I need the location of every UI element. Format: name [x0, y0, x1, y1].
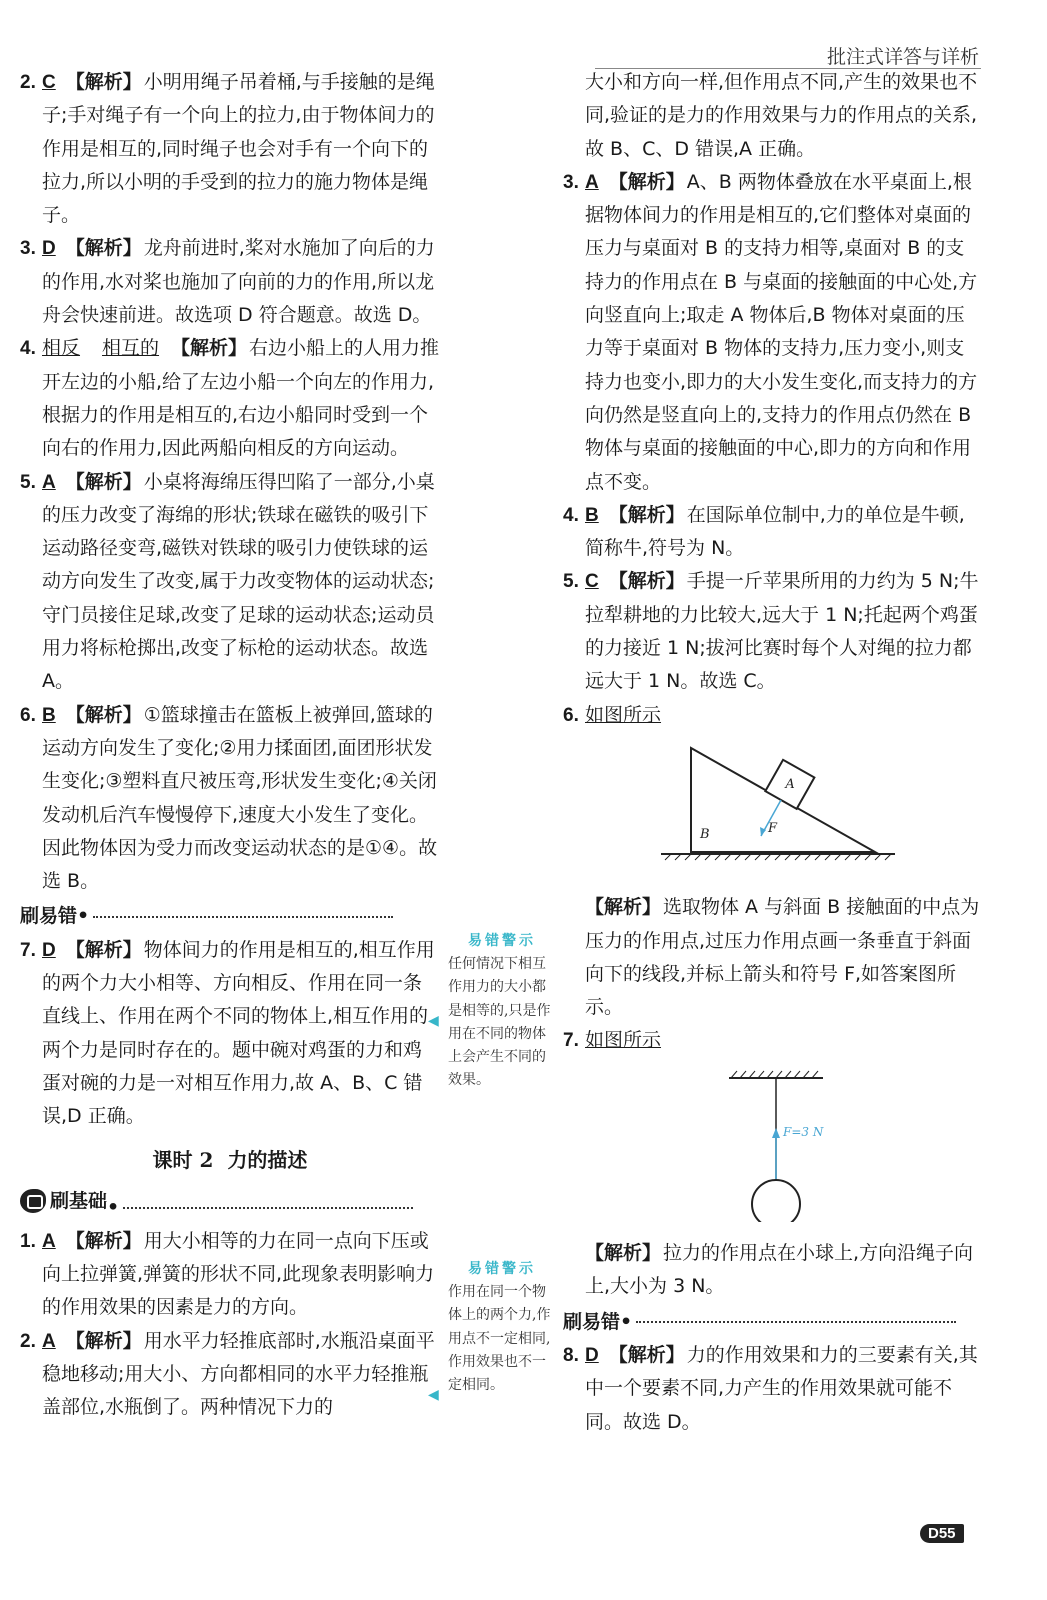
analysis-tag: 【解析】 [608, 503, 685, 526]
section-basic-label: 刷基础 [50, 1189, 108, 1212]
pendulum-diagram [563, 1062, 983, 1222]
analysis-tag: 【解析】 [608, 570, 685, 593]
section-error-heading-right [563, 1306, 983, 1339]
item-number: 7. [20, 939, 36, 961]
section-error-label: 刷易错 [563, 1310, 621, 1333]
item-text: 用水平力轻推底部时,水瓶沿桌面平稳地移动;用大小、方向都相同的水平力轻推瓶盖部位,水瓶倒了。两种情况下力的 [42, 1329, 435, 1419]
continued-text: 大小和方向一样,但作用点不同,产生的效果也不同,验证的是力的作用效果与力的作用点的关系,故 B、C、D 错误,A 正确。 [585, 71, 978, 160]
item-text: 手提一斤苹果所用的力约为 5 N;牛拉犁耕地的力比较大,远大于 1 N;托起两个鸡蛋的力接近 1 N;拔河比赛时每个人对绳的拉力都远大于 1 N。故选 C。 [585, 570, 979, 693]
item-answer: C [585, 571, 599, 593]
item-number: 4. [20, 338, 36, 360]
item-text: 选取物体 A 与斜面 B 接触面的中点为压力的作用点,过压力作用点画一条垂直于斜面向下的线段,并标上箭头和符号 F,如答案图所示。 [585, 896, 980, 1019]
ball [752, 1180, 800, 1222]
item-text: 拉力的作用点在小球上,方向沿绳子向上,大小为 3 N。 [585, 1242, 974, 1298]
item-number: 4. [563, 504, 579, 526]
left-column [20, 66, 440, 1425]
item-number: 3. [563, 171, 579, 193]
item-text: 用大小相等的力在同一点向下压或向上拉弹簧,弹簧的形状不同,此现象表明影响力的作用效果的因素是力的方向。 [42, 1229, 435, 1319]
item-text: 在国际单位制中,力的单位是牛顿,简称牛,符号为 N。 [585, 503, 965, 560]
analysis-tag: 【解析】 [65, 71, 142, 93]
item-number: 2. [20, 1330, 36, 1352]
item-number: 6. [563, 704, 579, 726]
item-text: 物体间力的作用是相互的,相互作用的两个力大小相等、方向相反、作用在同一条直线上、作用在两个不同的物体上,相互作用的两个力是同时存在的。题中碗对鸡蛋的力和鸡蛋对碗的力是一对相互作用力,故 A、B、C 错误,D 正确。 [42, 938, 435, 1128]
analysis-tag: 【解析】 [65, 1329, 142, 1352]
answer-item-5 [20, 466, 440, 699]
dotted-rule [123, 1207, 413, 1209]
incline-figure [563, 736, 983, 887]
side-note-title: 易错警示 [468, 933, 536, 949]
page-header-title: 批注式详答与详析 [826, 46, 979, 68]
item-answer: A [585, 171, 599, 193]
item-answer-b: 相互的 [102, 337, 160, 360]
analysis-tag: 【解析】 [171, 337, 248, 360]
item-number: 7. [563, 1030, 579, 1052]
item-number: 3. [20, 238, 36, 260]
pointer-arrow-icon: ◀ [428, 1387, 439, 1403]
item-answer: 如图所示 [585, 703, 662, 726]
label-b: B [700, 826, 710, 842]
analysis-tag: 【解析】 [65, 237, 142, 260]
item-number: 1. [20, 1230, 36, 1252]
answer-item-4 [20, 332, 440, 465]
item-text: 力的作用效果和力的三要素有关,其中一个要素不同,力产生的作用效果就可能不同。故选 D。 [585, 1343, 978, 1433]
incline-diagram [563, 736, 983, 876]
lesson-title: 力的描述 [227, 1147, 308, 1172]
analysis-tag: 【解析】 [65, 938, 142, 961]
item-text: 右边小船上的人用力推开左边的小船,给了左边小船一个向左的作用力,根据力的作用是相互的,右边小船同时受到一个向右的作用力,因此两船向相反的方向运动。 [42, 337, 440, 460]
item-answer: D [42, 939, 56, 961]
item7-analysis [563, 1237, 983, 1304]
section-error-marker: • [77, 905, 90, 928]
item-text: ①篮球撞击在篮板上被弹回,篮球的运动方向发生了变化;②用力揉面团,面团形状发生变化;③塑料直尺被压弯,形状发生变化;④关闭发动机后汽车慢慢停下,速度大小发生了变化。因此物体因为受力而改变运动状态的是①④。故选 B。 [42, 703, 438, 893]
lesson-heading [20, 1144, 440, 1177]
dotted-rule [93, 916, 393, 918]
section-basic-badge [20, 1185, 107, 1218]
force-arrowhead-icon [772, 1128, 780, 1138]
block-a [765, 760, 814, 809]
section-error-marker: • [620, 1310, 633, 1333]
analysis-tag: 【解析】 [585, 896, 662, 919]
item-answer: A [42, 471, 56, 493]
item-text: 小明用绳子吊着桶,与手接触的是绳子;手对绳子有一个向上的拉力,由于物体间力的作用是相互的,同时绳子也会对手有一个向下的拉力,所以小明的手受到的拉力的施力物体是绳子。 [42, 71, 435, 227]
label-f: F [768, 820, 778, 836]
dotted-rule [636, 1321, 956, 1323]
item-text: 小桌将海绵压得凹陷了一部分,小桌的压力改变了海绵的形状;铁球在磁铁的吸引下运动路径变弯,磁铁对铁球的吸引力使铁球的运动方向发生了改变,属于力改变物体的运动状态;守门员接住足球,改变了足球的运动状态;运动员用力将标枪掷出,改变了标枪的运动状态。故选 A。 [42, 470, 435, 693]
side-note-text: 任何情况下相互作用力的大小都是相等的,只是作用在不同的物体上会产生不同的效果。 [448, 956, 551, 1089]
item-text: 龙舟前进时,桨对水施加了向后的力的作用,水对桨也施加了向前的力的作用,所以龙舟会快速前进。故选项 D 符合题意。故选 D。 [42, 237, 435, 327]
item-number: 6. [20, 704, 36, 726]
analysis-tag: 【解析】 [65, 703, 142, 726]
item-answer: C [42, 72, 56, 93]
item-answer: A [42, 1330, 56, 1352]
item-answer: B [585, 504, 599, 526]
item-answer: 如图所示 [585, 1029, 662, 1052]
page-number: D55 [920, 1524, 964, 1543]
item-number: 5. [563, 571, 579, 593]
section-basic-marker: • [107, 1196, 120, 1219]
pen-badge-icon [20, 1189, 46, 1213]
analysis-tag: 【解析】 [608, 170, 685, 193]
item-number: 2. [20, 72, 36, 93]
section-basic-heading [20, 1185, 440, 1225]
analysis-tag: 【解析】 [65, 470, 142, 493]
answer-item-r6 [563, 699, 983, 732]
answer-item-r7 [563, 1024, 983, 1057]
analysis-tag: 【解析】 [65, 1229, 142, 1252]
basic-item-1 [20, 1225, 440, 1325]
analysis-tag: 【解析】 [608, 1343, 685, 1366]
answer-item-r8 [563, 1339, 983, 1439]
analysis-tag: 【解析】 [585, 1242, 662, 1265]
right-column [563, 66, 983, 1439]
item-text: A、B 两物体叠放在水平桌面上,根据物体间力的作用是相互的,它们整体对桌面的压力与桌面对 B 的支持力相等,桌面对 B 的支持力的作用点在 B 与桌面的接触面的中心处,方向竖直向上;取走 A 物体后,B 物体对桌面的压力等于桌面对 B 物体的支持力,压力变小,则支持力也变小,即力的大小发生变化,而支持力的方向仍然是竖直向上的,支持力的作用点仍然在 B 物体与桌面的接触面的中心,即力的方向和作用点不变。 [585, 170, 978, 493]
item-number: 5. [20, 471, 36, 493]
answer-item-2 [20, 66, 440, 232]
item-answer: D [585, 1344, 599, 1366]
item-answer: B [42, 704, 56, 726]
side-note-title: 易错警示 [468, 1261, 536, 1277]
item-answer: A [42, 1230, 56, 1252]
pendulum-figure [563, 1062, 983, 1233]
answer-item-r5 [563, 565, 983, 698]
item6-analysis [563, 891, 983, 1024]
item-answer-a: 相反 [42, 337, 81, 360]
lesson-label: 课时 2 [152, 1147, 214, 1172]
item-number: 8. [563, 1344, 579, 1366]
section-error-label: 刷易错 [20, 905, 78, 928]
answer-item-6 [20, 699, 440, 899]
side-note-1 [428, 930, 556, 1092]
side-note-text: 作用在同一个物体上的两个力,作用点不一定相同,作用效果也不一定相同。 [448, 1284, 551, 1394]
item-answer: D [42, 238, 56, 260]
basic-item-2 [20, 1325, 440, 1425]
answer-item-7 [20, 934, 440, 1134]
label-a: A [785, 777, 795, 793]
pointer-arrow-icon: ◀ [428, 1013, 439, 1029]
section-error-heading [20, 900, 440, 933]
answer-item-r4 [563, 499, 983, 566]
answer-item-3 [20, 232, 440, 332]
side-note-2 [428, 1258, 556, 1403]
label-force: F=3 N [783, 1124, 824, 1139]
answer-item-r3 [563, 166, 983, 499]
